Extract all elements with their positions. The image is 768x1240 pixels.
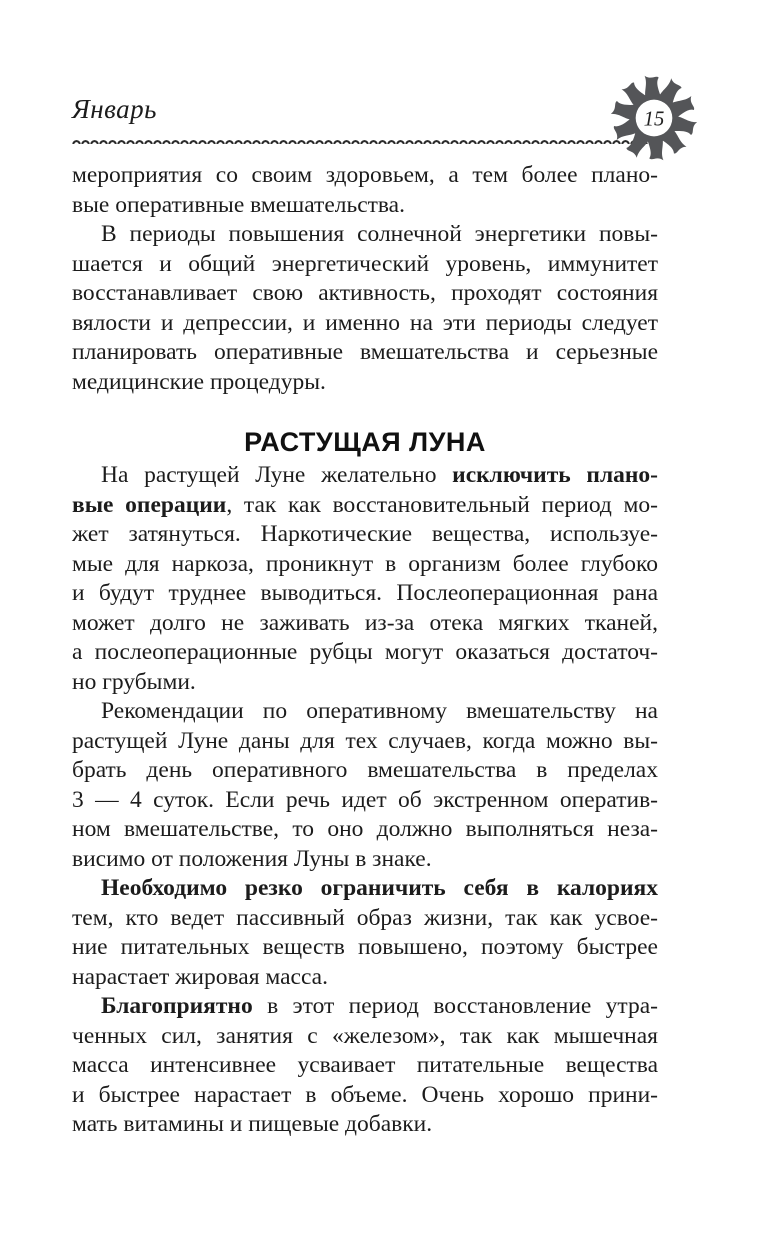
text-line: тем, кто ведет пассивный образ жизни, так как усвое- bbox=[72, 904, 658, 931]
paragraph bbox=[72, 461, 658, 697]
text-line: и будут труднее выводиться. Послеоперационная рана bbox=[72, 580, 658, 606]
text-line: может долго не заживать из-за отека мягких тканей, bbox=[72, 609, 658, 636]
text-line: масса интенсивнее усваивает питательные вещества bbox=[72, 1052, 658, 1078]
paragraph bbox=[72, 161, 658, 220]
text-line: вялости и депрессии, и именно на эти периоды следует bbox=[72, 309, 658, 336]
text-line: висимо от положения Луны в знаке. bbox=[72, 845, 432, 872]
text-line: Благоприятно в этот период восстановление утра- bbox=[101, 993, 658, 1019]
text-line: ном вмешательстве, то оно должно выполняться неза- bbox=[72, 816, 658, 842]
text-line: а послеоперационные рубцы могут оказаться достаточ- bbox=[72, 639, 658, 665]
text-line: вые оперативные вмешательства. bbox=[72, 191, 405, 218]
text-line: планировать оперативные вмешательства и серьезные bbox=[72, 339, 658, 365]
paragraph bbox=[72, 992, 658, 1140]
page-number: 15 bbox=[643, 108, 665, 131]
text-line: мать витамины и пищевые добавки. bbox=[72, 1111, 433, 1137]
text-line: и быстрее нарастает в объеме. Очень хорошо прини- bbox=[72, 1081, 658, 1108]
text-line: но грубыми. bbox=[72, 668, 196, 695]
wavy-divider-line bbox=[72, 139, 648, 144]
text-line: вые операции, так как восстановительный период мо- bbox=[72, 491, 658, 518]
paragraph bbox=[72, 874, 658, 992]
paragraph bbox=[72, 697, 658, 874]
text-line: мые для наркоза, проникнут в организм более глубоко bbox=[72, 550, 658, 577]
text-line: Необходимо резко ограничить себя в калориях bbox=[101, 875, 658, 901]
text-line: брать день оперативного вмешательства в пределах bbox=[72, 757, 658, 783]
text-line: мероприятия со своим здоровьем, а тем более плано- bbox=[72, 162, 658, 188]
paragraph bbox=[72, 220, 658, 397]
section-heading: РАСТУЩАЯ ЛУНА bbox=[244, 427, 486, 457]
text-line: растущей Луне даны для тех случаев, когда можно вы- bbox=[72, 727, 658, 754]
text-line: 3 — 4 суток. Если речь идет об экстренном оператив- bbox=[72, 786, 658, 813]
text-line: нарастает жировая масса. bbox=[72, 963, 328, 990]
text-line: ние питательных веществ повышено, поэтому быстрее bbox=[72, 934, 658, 960]
text-line: ченных сил, занятия с «железом», так как мышечная bbox=[72, 1022, 658, 1049]
running-title: Январь bbox=[72, 94, 157, 124]
text-line: Рекомендации по оперативному вмешательству на bbox=[101, 698, 658, 724]
text-line: жет затянуться. Наркотические вещества, используе- bbox=[72, 521, 658, 547]
body-text bbox=[72, 161, 658, 1140]
text-line: На растущей Луне желательно исключить плано- bbox=[101, 462, 658, 488]
sun-ornament-icon bbox=[606, 71, 702, 165]
text-line: медицинские процедуры. bbox=[72, 368, 326, 395]
text-line: шается и общий энергетический уровень, иммунитет bbox=[72, 250, 658, 277]
text-line: восстанавливает свою активность, проходят состояния bbox=[72, 280, 658, 306]
text-line: В периоды повышения солнечной энергетики повы- bbox=[101, 221, 658, 247]
